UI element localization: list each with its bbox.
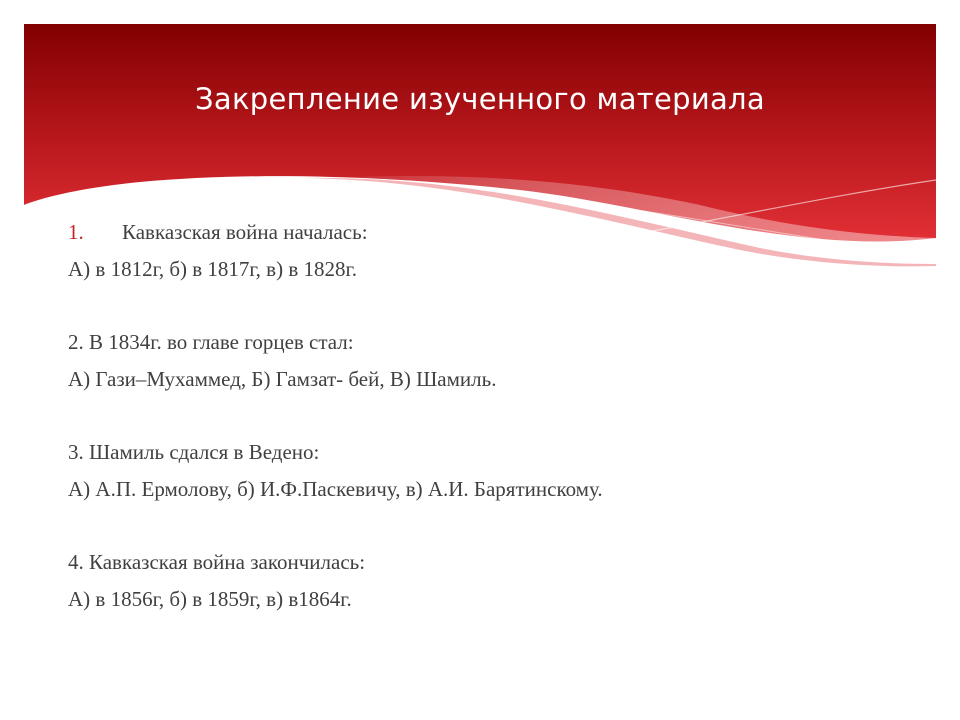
question-block-3 <box>68 434 928 507</box>
answers-1: А) в 1812г, б) в 1817г, в) в 1828г. <box>68 256 357 281</box>
answers-4: А) в 1856г, б) в 1859г, в) в1864г. <box>68 586 352 611</box>
slide-title: Закрепление изученного материала <box>195 82 765 116</box>
question-block-4 <box>68 544 928 617</box>
question-block-1 <box>68 214 928 287</box>
question-3: 3. Шамиль сдался в Ведено: <box>68 440 320 464</box>
answers-3: А) А.П. Ермолову, б) И.Ф.Паскевичу, в) А.И. Барятинскому. <box>68 476 603 501</box>
question-2: 2. В 1834г. во главе горцев стал: <box>68 330 354 354</box>
question-1 <box>68 214 928 251</box>
answers-2: А) Гази–Мухаммед, Б) Гамзат- бей, В) Шамиль. <box>68 366 497 391</box>
question-block-2 <box>68 324 928 397</box>
quiz-content <box>68 214 928 654</box>
question-1-text: Кавказская война началась: <box>122 220 368 244</box>
question-4: 4. Кавказская война закончилась: <box>68 550 366 574</box>
question-1-number: 1. <box>68 220 84 244</box>
